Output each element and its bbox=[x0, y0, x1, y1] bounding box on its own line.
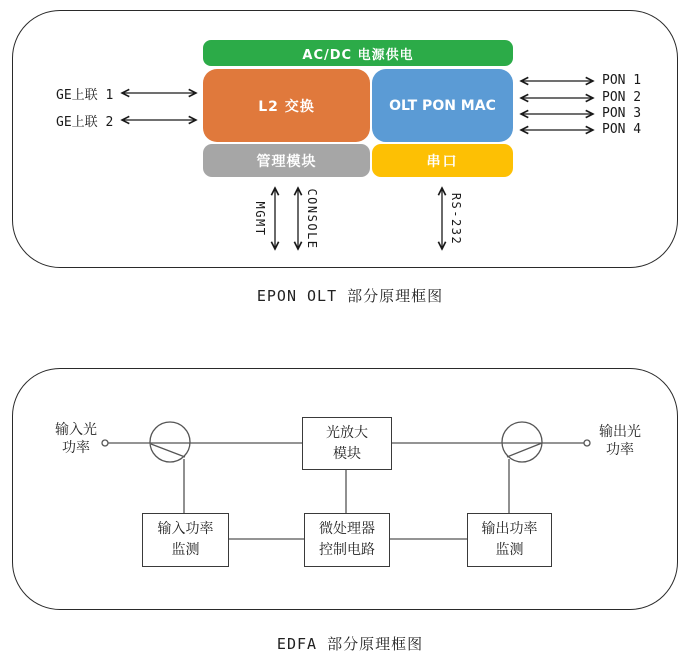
acdc-power-block: AC/DC 电源供电 bbox=[203, 40, 513, 66]
input-optical-power-line1: 输入光 bbox=[55, 422, 97, 438]
pon-3-label: PON 3 bbox=[602, 106, 642, 121]
console-port-label: CONSOLE bbox=[305, 188, 319, 250]
epon-caption: EPON OLT 部分原理框图 bbox=[256, 287, 444, 305]
mcu-control-box bbox=[304, 513, 390, 567]
input-optical-power-label bbox=[38, 421, 114, 457]
mcu-control-line2: 控制电路 bbox=[319, 542, 375, 558]
serial-port-block: 串口 bbox=[372, 144, 513, 177]
output-power-monitor-box bbox=[467, 513, 552, 567]
optical-amplifier-box bbox=[302, 417, 392, 470]
input-power-monitor-box bbox=[142, 513, 229, 567]
rs232-port-label: RS-232 bbox=[449, 192, 463, 246]
edfa-panel-border bbox=[12, 368, 678, 610]
l2-switch-block: L2 交换 bbox=[203, 69, 370, 142]
pon-2-label: PON 2 bbox=[602, 90, 642, 105]
output-power-monitor-line1: 输出功率 bbox=[481, 521, 538, 537]
input-power-monitor-line1: 输入功率 bbox=[157, 521, 214, 537]
optical-amplifier-line1: 光放大 bbox=[326, 424, 368, 441]
mgmt-port-label: MGMT bbox=[253, 201, 267, 237]
output-optical-power-line2: 功率 bbox=[606, 442, 634, 458]
output-optical-power-line1: 输出光 bbox=[599, 424, 641, 440]
edfa-caption: EDFA 部分原理框图 bbox=[276, 635, 424, 653]
ge-uplink-2-label: GE上联 2 bbox=[56, 115, 114, 130]
olt-pon-mac-block: OLT PON MAC bbox=[372, 69, 513, 142]
pon-4-label: PON 4 bbox=[602, 122, 642, 137]
pon-1-label: PON 1 bbox=[602, 73, 642, 88]
input-optical-power-line2: 功率 bbox=[62, 440, 90, 456]
output-optical-power-label bbox=[586, 423, 654, 459]
mcu-control-line1: 微处理器 bbox=[319, 521, 375, 537]
output-power-monitor-line2: 监测 bbox=[495, 542, 524, 558]
ge-uplink-1-label: GE上联 1 bbox=[56, 88, 114, 103]
optical-amplifier-line2: 模块 bbox=[333, 445, 361, 462]
mgmt-module-block: 管理模块 bbox=[203, 144, 370, 177]
input-power-monitor-line2: 监测 bbox=[171, 542, 200, 558]
